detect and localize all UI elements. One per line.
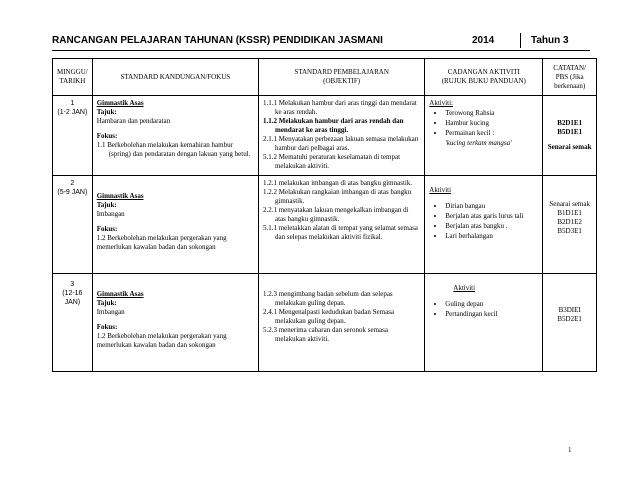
objective-item: 1.2.2 Melakukan rangkaian imbangan di atas bangku gimnastik. (262, 188, 412, 205)
header-rule (52, 50, 590, 51)
activity-item: • Terowong Rahsia (445, 109, 538, 118)
header-week-line: MINGGU/ (57, 68, 88, 76)
focus-text: 1.2 Berkebolehan melakukan pergerakan yang memerlukan kawalan badan dan sokongan (96, 332, 227, 349)
week-date: (5-9 JAN) (57, 189, 88, 196)
objective-item: 5.2.3 menerima cabaran dan seronok semasa melakukan aktiviti. (262, 326, 388, 343)
topic-label: Tajuk: (96, 299, 117, 307)
notes-item: Senarai semak (547, 143, 592, 151)
content-cell (92, 274, 258, 372)
activity-cell (425, 176, 543, 274)
week-cell (53, 176, 93, 274)
objective-item: 1.1.1 Melakukan hambur dari aras tinggi dan mendarat ke aras rendah. (262, 99, 417, 116)
week-number: 3 (70, 281, 75, 288)
objective-item: 2.1.1 Menyatakan perbezaan lakuan semasa melakukan hambur dari pelbagai aras. (262, 135, 419, 152)
notes-item: B5D2E1 (557, 315, 582, 323)
header-activity (425, 59, 543, 96)
activity-list (429, 109, 538, 138)
lesson-plan-table (52, 58, 597, 372)
header-activity-line: (RUJUK BUKU PANDUAN) (441, 77, 526, 85)
activity-list (429, 300, 538, 319)
focus-text: 1.1 Berkebolehan melakukan kemahiran hambur (spring) dan pendaratan dengan lakuan yang betul. (96, 141, 251, 158)
activity-note: 'kucing terkam mangsa' (445, 139, 512, 147)
header-notes (543, 59, 597, 96)
topic-label: Tajuk: (96, 108, 117, 116)
table-row (53, 176, 597, 274)
table-row (53, 96, 597, 176)
activity-item: • Berjalan atas bangku . (445, 222, 538, 231)
focus-text: 1.2 Berkebolehan melakukan pergerakan yang memerlukan kawalan badan dan sokongan (96, 234, 227, 251)
notes-cell (543, 176, 597, 274)
notes-item: B3DIEI (558, 306, 581, 314)
activity-heading: Aktiviti (453, 284, 476, 292)
notes-item: Senarai semak (549, 200, 590, 208)
week-number: 2 (70, 180, 75, 187)
header-notes-line: berkenaan) (554, 81, 586, 90)
objectives-cell (258, 96, 424, 176)
document-header (52, 33, 590, 49)
focus-label: Fokus: (96, 132, 118, 140)
header-standard-content-label: STANDARD KANDUNGAN/FOKUS (120, 72, 231, 81)
header-activity-line: CADANGAN AKTIVITI (447, 68, 520, 76)
activity-cell (425, 274, 543, 372)
notes-item: B5D1E1 (557, 128, 583, 136)
topic-text: Hambaran dan pendaratan (96, 117, 171, 125)
week-cell (53, 274, 93, 372)
week-number: 1 (70, 100, 75, 107)
focus-label: Fokus: (96, 323, 118, 331)
focus-label: Fokus: (96, 225, 118, 233)
objective-item: 1.2.3 mengimbang badan sebelum dan selepas melakukan guling depan. (262, 290, 393, 307)
activity-item: • Lari berhalangan (445, 232, 538, 241)
content-heading: Gimnastik Asas (96, 192, 144, 200)
header-week-line: TARIKH (59, 77, 86, 85)
objective-item: 5.1.2 Mematuhi peraturan keselamatan di tempat melakukan aktiviti. (262, 153, 401, 170)
notes-cell (543, 274, 597, 372)
header-learning-standard-line: (OBJEKTIF) (323, 77, 361, 85)
header-learning-standard (258, 59, 424, 96)
page-number: 1 (568, 446, 572, 454)
objectives-cell (258, 176, 424, 274)
topic-text: Imbangan (96, 210, 125, 218)
content-heading: Gimnastik Asas (96, 290, 144, 298)
objective-item: 5.1.1 meletakkan alatan di tempat yang selamat semasa dan selepas melakukan aktiviti fizikal. (262, 224, 418, 241)
objective-item: 2.2.1 menyatakan lakuan mengekalkan imbangan di atas bangku gimnastik. (262, 206, 409, 223)
objective-item: 1.1.2 Melakukan hambur dari aras rendah dan mendarat ke aras tinggi. (262, 117, 404, 134)
notes-item: B1D1E1 (557, 209, 582, 217)
table-header-row (53, 59, 597, 96)
week-date: (1-2 JAN) (57, 109, 88, 116)
activity-item: • Permainan kecil : (445, 129, 538, 138)
topic-label: Tajuk: (96, 201, 117, 209)
objective-item: 1.2.1 melakukan imbangan di atas bangku gimnastik. (262, 179, 413, 187)
topic-text: Imbangan (96, 308, 125, 316)
notes-item: B5D3E1 (557, 227, 582, 235)
header-notes-line: PBS (Jika (555, 72, 584, 81)
document-year: 2014 (472, 35, 495, 46)
notes-cell (543, 96, 597, 176)
document-title: RANCANGAN PELAJARAN TAHUNAN (KSSR) PENDIDIKAN JASMANI (52, 35, 383, 46)
activity-item: • Guling depan (445, 300, 538, 309)
activity-cell (425, 96, 543, 176)
activity-item: • Dirian bangau (445, 202, 538, 211)
document-grade: Tahun 3 (520, 33, 575, 48)
header-learning-standard-line: STANDARD PEMBELAJARAN (294, 68, 389, 76)
content-cell (92, 176, 258, 274)
week-date: (12-16 JAN) (62, 290, 83, 306)
objective-item: 2.4.1 Mengenalpasti kedudukan badan Semasa melakukan guling depan. (262, 308, 395, 325)
header-notes-line: CATATAN/ (553, 63, 586, 72)
activity-item: • Hambur kucing (445, 119, 538, 128)
activity-item: • Berjalan atas garis lurus tali (445, 212, 538, 221)
table-row (53, 274, 597, 372)
activity-heading: Aktiviti: (429, 99, 454, 107)
header-standard-content (92, 59, 258, 96)
notes-item: B2D1E2 (557, 218, 582, 226)
activity-item: • Pertandingan kecil (445, 310, 538, 319)
content-cell (92, 96, 258, 176)
content-heading: Gimnastik Asas (96, 99, 144, 107)
notes-item: B2D1E1 (557, 119, 583, 127)
week-cell (53, 96, 93, 176)
activity-heading: Aktiviti (429, 186, 452, 194)
objectives-cell (258, 274, 424, 372)
header-week (53, 59, 93, 96)
activity-list (429, 202, 538, 241)
